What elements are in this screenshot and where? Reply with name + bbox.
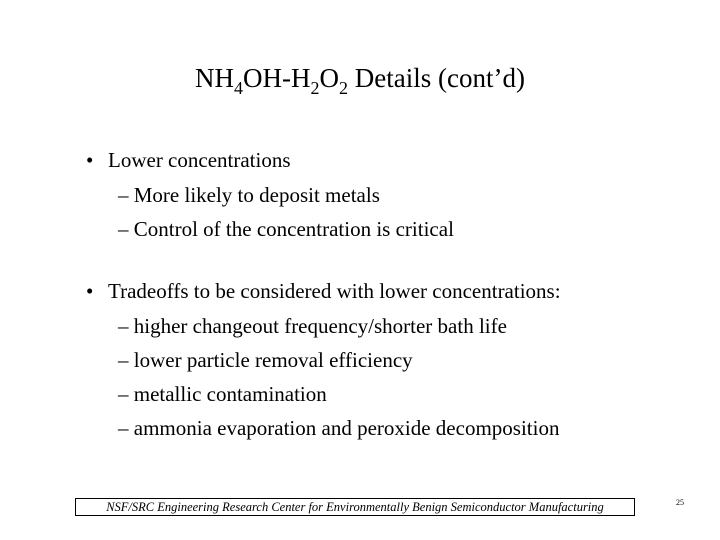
sub-bullet-item: – lower particle removal efficiency [118,348,413,372]
bullet-item [86,274,561,308]
title-subscript: 2 [310,78,320,98]
slide-title [0,58,720,98]
bullet-item [86,143,291,177]
title-text: OH-H [243,63,311,93]
title-subscript: 2 [339,78,349,98]
title-text: Details (cont’d) [348,63,525,93]
bullet-dot: • [86,148,94,172]
bullet-dot: • [86,279,94,303]
sub-bullet-item: – More likely to deposit metals [118,183,380,207]
sub-bullet-item: – Control of the concentration is critical [118,217,454,241]
footer-banner: NSF/SRC Engineering Research Center for Environmentally Benign Semiconductor Manufacturing [75,498,635,516]
bullet-text: Tradeoffs to be considered with lower concentrations: [108,279,561,303]
title-subscript: 4 [234,78,244,98]
title-text: NH [195,63,235,93]
bullet-text: Lower concentrations [108,148,291,172]
title-text: O [319,63,340,93]
sub-bullet-item: – ammonia evaporation and peroxide decomposition [118,416,560,440]
sub-bullet-item: – higher changeout frequency/shorter bath life [118,314,507,338]
page-number: 25 [676,498,684,507]
sub-bullet-item: – metallic contamination [118,382,327,406]
